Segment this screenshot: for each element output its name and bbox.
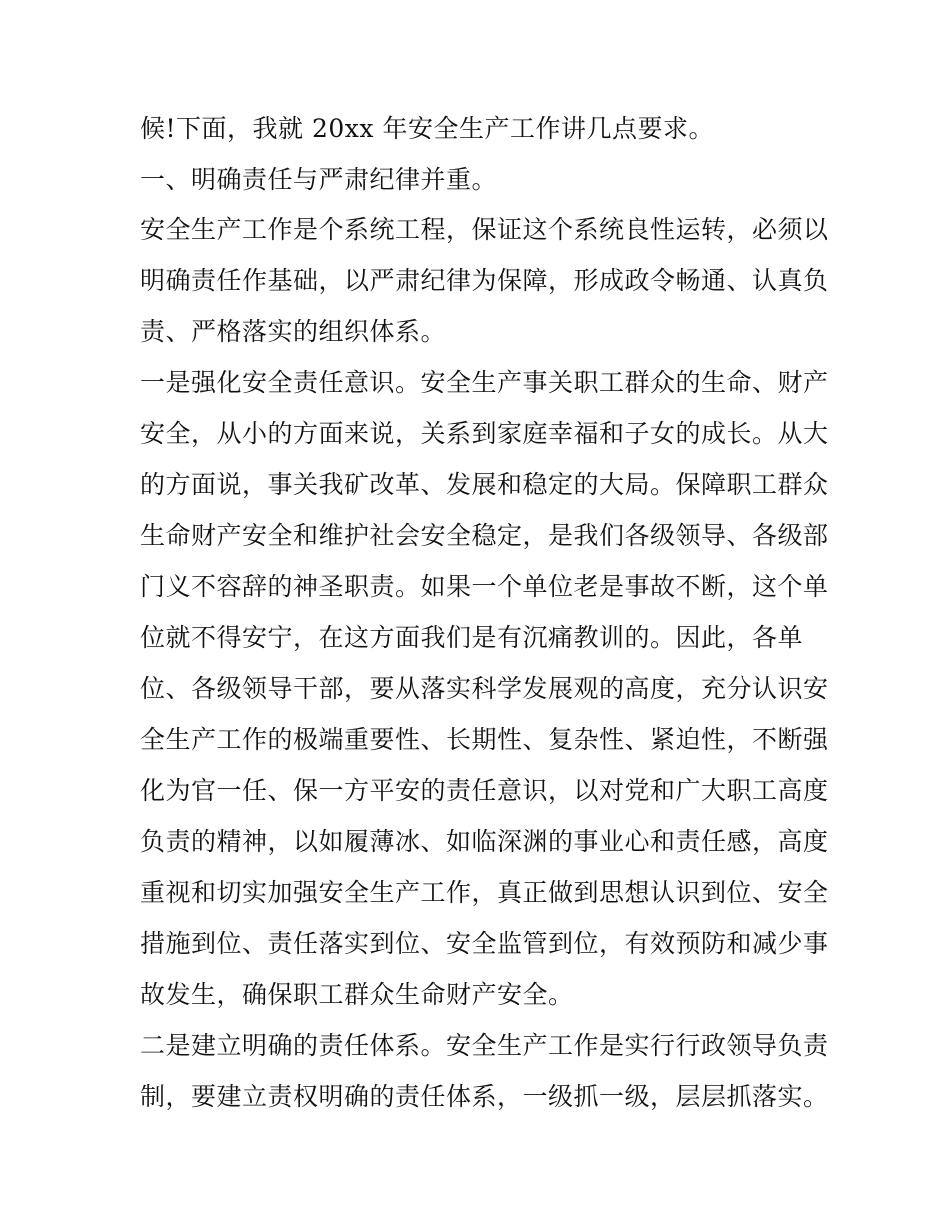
text-line: 候!下面，我就 20xx 年安全生产工作讲几点要求。 xyxy=(140,114,714,143)
text-line: 制，要建立责权明确的责任体系，一级抓一级，层层抓落实。 xyxy=(140,1082,829,1111)
section-heading: 一、明确责任与严肃纪律并重。 xyxy=(140,165,498,194)
text-line: 位就不得安宁，在这方面我们是有沉痛教训的。因此，各单 xyxy=(140,623,804,652)
text-line: 安全，从小的方面来说，关系到家庭幸福和子女的成长。从大 xyxy=(140,419,829,448)
text-line: 故发生，确保职工群众生命财产安全。 xyxy=(140,980,574,1009)
text-line: 明确责任作基础，以严肃纪律为保障，形成政令畅通、认真负 xyxy=(140,266,829,295)
text-line: 化为官一任、保一方平安的责任意识，以对党和广大职工高度 xyxy=(140,776,829,805)
text-line: 重视和切实加强安全生产工作，真正做到思想认识到位、安全 xyxy=(140,878,829,907)
text-line: 一是强化安全责任意识。安全生产事关职工群众的生命、财产 xyxy=(140,368,829,397)
text-line: 措施到位、责任落实到位、安全监管到位，有效预防和减少事 xyxy=(140,929,829,958)
text-line: 责、严格落实的组织体系。 xyxy=(140,317,447,346)
text-line: 位、各级领导干部，要从落实科学发展观的高度，充分认识安 xyxy=(140,674,829,703)
text-line: 门义不容辞的神圣职责。如果一个单位老是事故不断，这个单 xyxy=(140,572,829,601)
text-line: 安全生产工作是个系统工程，保证这个系统良性运转，必须以 xyxy=(140,215,829,244)
text-line: 生命财产安全和维护社会安全稳定，是我们各级领导、各级部 xyxy=(140,521,829,550)
text-line: 二是建立明确的责任体系。安全生产工作是实行行政领导负责 xyxy=(140,1031,829,1060)
text-line: 全生产工作的极端重要性、长期性、复杂性、紧迫性，不断强 xyxy=(140,725,829,754)
text-line: 的方面说，事关我矿改革、发展和稳定的大局。保障职工群众 xyxy=(140,470,829,499)
text-line: 负责的精神，以如履薄冰、如临深渊的事业心和责任感，高度 xyxy=(140,827,829,856)
